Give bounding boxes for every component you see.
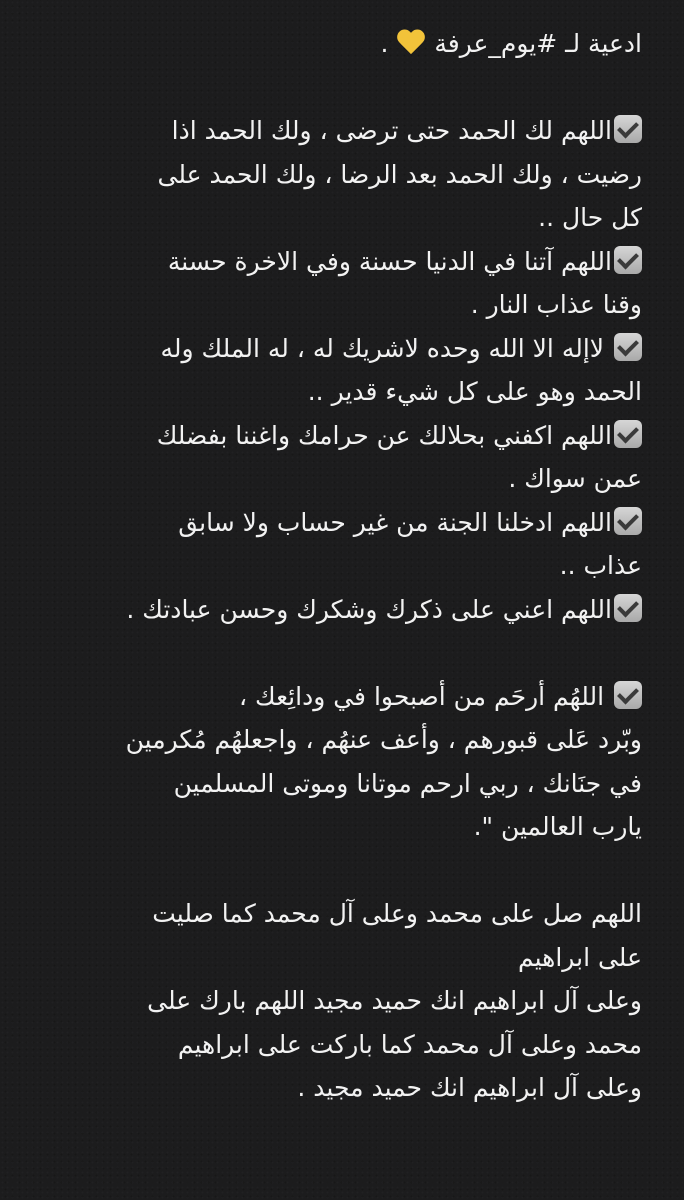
dua-line	[42, 805, 642, 849]
dua-line	[42, 588, 642, 632]
dua-text: وبّرد عَلى قبورهم ، وأعف عنهُم ، واجعلهُم مُكرمين	[125, 725, 642, 754]
blank-line	[42, 631, 642, 675]
dua-line	[42, 544, 642, 588]
dua-text: الحمد وهو على كل شيء قدير ..	[307, 377, 642, 406]
dua-line	[42, 370, 642, 414]
dua-text: كل حال ..	[538, 203, 642, 232]
dua-line	[42, 457, 642, 501]
dua-line	[42, 892, 642, 936]
dua-line	[42, 979, 642, 1023]
dua-text: اللهم اكفني بحلالك عن حرامك واغننا بفضلك	[156, 420, 612, 450]
dua-text: في جنَانك ، ربي ارحم موتانا وموتى المسلمين	[173, 768, 642, 798]
yellow-heart-icon	[396, 28, 426, 56]
dua-text: عمن سواك .	[508, 464, 642, 493]
check-mark-button-icon	[614, 115, 642, 143]
check-mark-button-icon	[614, 594, 642, 622]
title-end: .	[380, 29, 389, 58]
dua-text: اللهم صل على محمد وعلى آل محمد كما صليت	[152, 899, 642, 928]
check-mark-button-icon	[614, 681, 642, 709]
dua-line	[42, 327, 642, 371]
dua-text: محمد وعلى آل محمد كما باركت على ابراهيم	[177, 1029, 642, 1059]
dua-line	[42, 240, 642, 284]
dua-line	[42, 675, 642, 719]
dua-line	[42, 936, 642, 980]
dua-text: اللهم ادخلنا الجنة من غير حساب ولا سابق	[178, 507, 612, 537]
title-text: ادعية لـ #يوم_عرفة	[434, 29, 642, 58]
check-mark-button-icon	[614, 420, 642, 448]
dua-text: اللهُم أرحَم من أصبحوا في ودائِعك ،	[239, 681, 612, 711]
dua-text: وقنا عذاب النار .	[470, 290, 642, 319]
dua-line	[42, 109, 642, 153]
dua-text: وعلى آل ابراهيم انك حميد مجيد .	[297, 1073, 642, 1102]
dua-line	[42, 283, 642, 327]
dua-text: اللهم اعني على ذكرك وشكرك وحسن عبادتك .	[126, 594, 612, 624]
dua-text: لاإله الا الله وحده لاشريك له ، له الملك وله	[160, 333, 612, 363]
dua-text: على ابراهيم	[518, 942, 642, 972]
dua-text: يارب العالمين ".	[473, 812, 642, 841]
dua-line	[42, 762, 642, 806]
dua-text: اللهم لك الحمد حتى ترضى ، ولك الحمد اذا	[171, 116, 612, 145]
check-mark-button-icon	[614, 507, 642, 535]
dua-line	[42, 718, 642, 762]
dua-line	[42, 1066, 642, 1110]
dua-line	[42, 196, 642, 240]
dua-line	[42, 153, 642, 197]
dua-text: عذاب ..	[559, 551, 642, 580]
check-mark-button-icon	[614, 246, 642, 274]
dua-text: وعلى آل ابراهيم انك حميد مجيد اللهم بارك على	[147, 986, 642, 1015]
check-mark-button-icon	[614, 333, 642, 361]
dua-line	[42, 414, 642, 458]
dua-line	[42, 501, 642, 545]
dua-text: اللهم آتنا في الدنيا حسنة وفي الاخرة حسنة	[167, 246, 612, 276]
blank-line	[42, 66, 642, 110]
note-title	[42, 22, 642, 66]
blank-line	[42, 849, 642, 893]
dua-text: رضيت ، ولك الحمد بعد الرضا ، ولك الحمد على	[157, 159, 642, 189]
dua-line	[42, 1023, 642, 1067]
